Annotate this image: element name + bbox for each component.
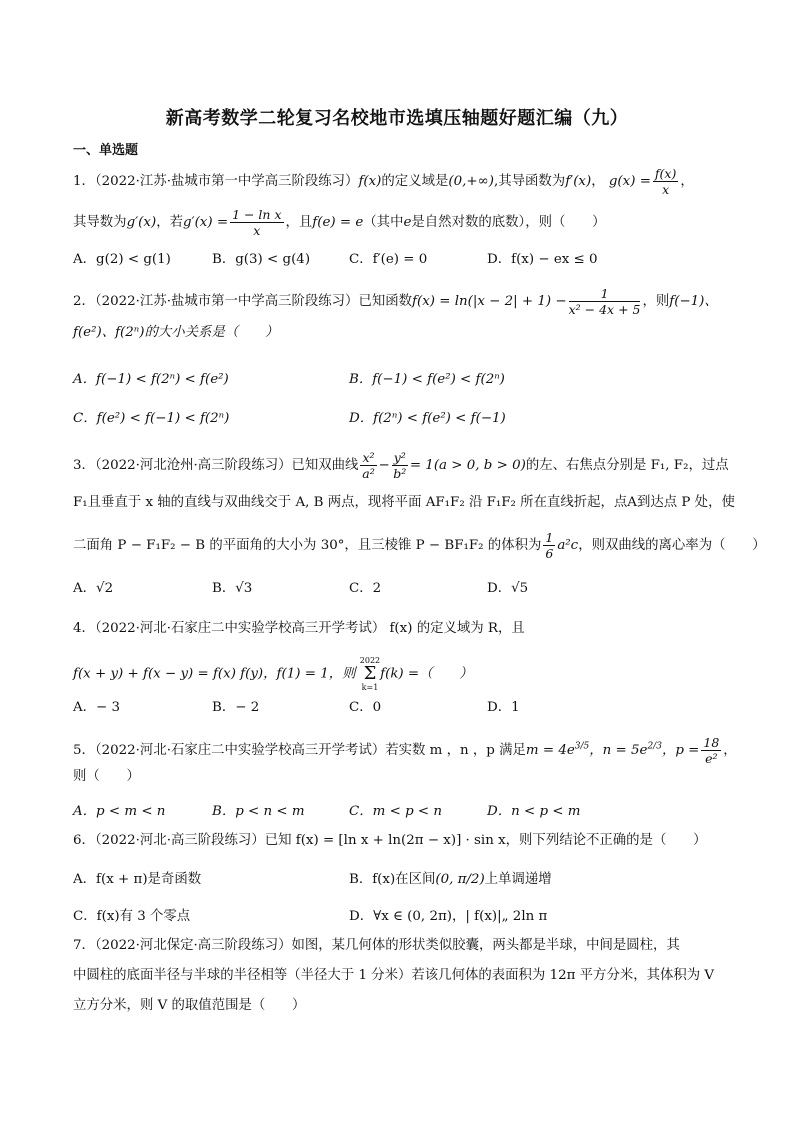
q3-expr: − [378,458,390,473]
q4-option-a: A．− 3 [73,700,121,715]
question-3-line-1 [73,450,744,481]
q3-source: 3．（2022·河北沧州·高三阶段练习）已知双曲线 [73,458,359,473]
q1-text: 其导数为 [73,215,127,230]
question-3-line-3 [73,530,766,561]
q4-option-b: B．− 2 [212,700,260,715]
q2-option-d: D．f(2ⁿ) < f(e²) < f(−1) [349,411,506,426]
q5-option-b: B．p < n < m [212,804,305,819]
q1-expr: g′(x) [126,215,157,230]
q6-option-b-text: B．f(x)在区间 [349,872,436,887]
q2-option-c: C．f(e²) < f(−1) < f(2ⁿ) [73,411,230,426]
fraction-denominator: a² [362,466,375,481]
q4-option-d: D．1 [487,700,520,715]
q6-option-b [349,868,552,887]
q1-expr: f(e) = e [312,215,364,230]
q3-option-d: D．√5 [487,581,529,596]
q1-text: 是自然对数的底数），则（ ） [411,215,606,230]
q1-option-d: D．f(x) − ex ≤ 0 [487,252,598,267]
fraction-numerator: f(x) [654,166,677,181]
q1-text: 的定义域是 [381,174,449,189]
q5-fraction [701,735,721,766]
sigma-glyph: Σ [363,663,377,684]
q2-option-b: B．f(−1) < f(e²) < f(2ⁿ) [349,372,505,387]
q3-text: ，则双曲线的离心率为（ ） [578,538,766,553]
fraction-numerator: y² [393,450,406,465]
q2-expr: f(x) = ln(|x − 2| + 1) − [412,294,567,309]
question-5-line-1 [73,735,744,766]
page-title: 新高考数学二轮复习名校地市选填压轴题好题汇编（九） [165,108,629,129]
question-5-line-2: 则（ ） [73,769,140,784]
question-1-line-2 [73,207,744,238]
q5-option-c: C．m < p < n [349,804,442,819]
q5-expr: m = 4e [525,743,575,758]
question-7-line-3: 立方分米，则 V 的取值范围是（ ） [73,998,306,1013]
q6-option-b-text: 上单调递增 [484,872,552,887]
q2-expr: f(−1)、 [669,294,718,309]
question-3-line-2: F₁且垂直于 x 轴的直线与双曲线交于 A, B 两点，现将平面 AF₁F₂ 沿 F₁F₂ 所在直线折起，点A到达点 P 处，使 [73,495,735,510]
q4-expr: f(x + y) + f(x − y) = f(x) f(y)，f(1) = 1，则 [73,666,356,682]
fraction-denominator: b² [393,466,407,481]
section-heading: 一、单选题 [73,143,139,158]
sum-lower-limit: k=1 [361,683,379,692]
q3-fraction [543,530,555,561]
q6-option-a: A．f(x + π)是奇函数 [73,872,202,887]
q4-expr: f(k) =（ ） [380,666,473,682]
q1-option-a: A．g(2) < g(1) [73,252,171,267]
q1-expr: e [403,215,412,230]
fraction-denominator: x² − 4x + 5 [568,302,641,317]
q1-expr: f′(x) [565,174,592,189]
fraction-numerator: x² [362,450,375,465]
fraction-denominator: x [253,223,261,238]
q1-text: ，若 [156,215,183,230]
q1-expr: f(x) [358,174,382,189]
q3-expr: a²c [557,538,579,553]
fraction-denominator: e² [705,751,718,766]
fraction-denominator: x [662,182,670,197]
sum-upper-limit: 2022 [359,656,381,665]
question-2-line-2: f(e²)、f(2ⁿ)的大小关系是（ ） [73,325,279,340]
fraction-numerator: 1 − ln x [232,207,282,222]
q2-text: ，则 [642,294,670,309]
q3-option-c: C．2 [349,581,382,596]
q5-exponent: 2/3 [647,741,662,752]
q2-option-a: A．f(−1) < f(2ⁿ) < f(e²) [73,372,229,387]
fraction-denominator: 6 [545,546,554,561]
q5-option-d: D．n < p < m [487,804,581,819]
q5-text: ， [723,743,737,758]
q3-fraction [360,450,376,481]
summation-symbol [360,656,380,692]
q6-option-d: D．∀x ∈ (0, 2π)，| f(x)|„ 2ln π [349,909,548,924]
question-2-line-1 [73,286,744,317]
q5-option-a: A．p < m < n [73,804,166,819]
question-7-line-1: 7．（2022·河北保定·高三阶段练习）如图，某几何体的形状类似胶囊，两头都是半球，中间是圆柱，其 [73,938,680,953]
q5-expr: ，n = 5e [589,743,648,758]
q1-text: ， [680,174,694,189]
q3-option-a: A．√2 [73,581,114,596]
q3-option-b: B．√3 [212,581,253,596]
fraction-numerator: 1 [545,530,554,545]
q1-expr: g(x) = [608,174,651,189]
q2-source: 2．（2022·江苏·盐城市第一中学高三阶段练习）已知函数 [73,294,413,309]
q1-source: 1．（2022·江苏·盐城市第一中学高三阶段练习） [73,174,359,189]
q4-option-c: C．0 [349,700,382,715]
q1-expr: g′(x) = [182,215,229,230]
q1-text: ，且 [285,215,313,230]
question-7-line-2: 中圆柱的底面半径与半球的半径相等（半径大于 1 分米）若该几何体的表面积为 12π 平方分米，其体积为 V [73,968,715,983]
q1-option-c: C．f′(e) = 0 [349,252,428,267]
q3-expr: = 1(a > 0, b > 0) [409,458,526,473]
q1-option-b: B．g(3) < g(4) [212,252,311,267]
q1-fraction [653,166,678,197]
q6-option-c: C．f(x)有 3 个零点 [73,909,191,924]
q5-source: 5．（2022·河北·石家庄二中实验学校高三开学考试）若实数 m ，n ，p 满足 [73,743,526,758]
fraction-numerator: 18 [703,735,720,750]
q3-text: 的左、右焦点分别是 F₁, F₂，过点 [525,458,729,473]
q6-interval: (0, π/2) [435,872,485,887]
question-1-line-1 [73,166,744,197]
q1-fraction [230,207,283,238]
question-6-line-1: 6．（2022·河北·高三阶段练习）已知 f(x) = [ln x + ln(2π − x)] · sin x，则下列结论不正确的是（ ） [73,833,707,848]
q3-text: 二面角 P − F₁F₂ − B 的平面角的大小为 30°，且三棱锥 P − BF₁F₂ 的体积为 [73,538,542,553]
fraction-numerator: 1 [569,286,641,302]
q2-fraction [569,286,641,317]
q1-domain: (0,+∞) [448,174,494,189]
q1-text: ， [591,174,605,189]
q3-fraction [392,450,408,481]
q5-exponent: 3/5 [574,741,590,752]
question-4-line-1: 4．（2022·河北·石家庄二中实验学校高三开学考试） f(x) 的定义域为 R，且 [73,621,525,636]
q1-text: ,其导函数为 [493,174,566,189]
q5-expr: ，p = [661,743,700,758]
q1-text: （其中 [363,215,404,230]
question-4-line-2 [73,656,744,692]
